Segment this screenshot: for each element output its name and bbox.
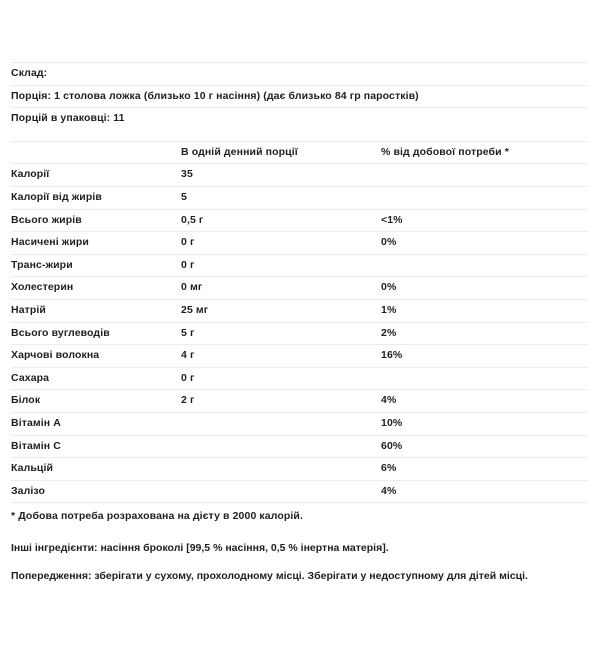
nutrition-table [11,62,588,529]
table-row [11,322,588,345]
nutrient-daily-value: 0% [381,236,397,249]
nutrient-amount: 4 г [181,349,195,362]
nutrient-name: Білок [11,394,41,407]
column-header-row [11,141,588,164]
nutrient-daily-value [381,254,588,277]
nutrient-daily-value: 16% [381,349,403,362]
column-header-amount-per-serving: В одній денний порції [181,145,298,158]
table-row [11,232,588,255]
nutrient-name: Вітамін C [11,439,61,452]
composition-row [11,63,588,86]
table-row [11,164,588,187]
nutrient-daily-value: 1% [381,303,397,316]
nutrient-amount: 0 мг [181,281,203,294]
column-header-nutrient [11,141,181,164]
nutrient-daily-value: 0% [381,281,397,294]
serving-size-text: Порція: 1 столова ложка (близько 10 г насіння) (дає близько 84 гр паростків) [11,89,419,102]
nutrient-daily-value: 4% [381,394,397,407]
nutrient-amount [181,458,381,481]
table-row [11,390,588,413]
nutrient-amount: 25 мг [181,303,209,316]
nutrient-daily-value [381,367,588,390]
nutrient-amount [181,435,381,458]
nutrient-name: Холестерин [11,281,74,294]
servings-per-container-text: Порцій в упаковці: 11 [11,112,125,125]
table-row [11,412,588,435]
nutrient-name: Вітамін A [11,416,61,429]
nutrient-daily-value [381,164,588,187]
table-row [11,435,588,458]
nutrient-amount: 0 г [181,258,195,271]
notes-section [11,542,588,582]
table-row [11,209,588,232]
nutrient-name: Сахара [11,371,50,384]
table-row [11,367,588,390]
nutrient-daily-value: 4% [381,484,397,497]
table-row [11,480,588,503]
nutrient-amount: 0 г [181,371,195,384]
nutrient-amount [181,412,381,435]
nutrient-amount: 2 г [181,394,195,407]
table-row [11,254,588,277]
table-row [11,277,588,300]
daily-value-footnote-row [11,503,588,530]
nutrient-name: Насичені жири [11,236,89,249]
table-row [11,299,588,322]
nutrition-table-body [11,63,588,530]
nutrient-amount: 5 г [181,326,195,339]
nutrition-panel [11,62,588,529]
nutrient-name: Кальцій [11,462,54,475]
composition-label: Склад: [11,67,48,79]
serving-size-row [11,85,588,108]
nutrient-daily-value: 6% [381,462,397,475]
daily-value-footnote: * Добова потреба розрахована на дієту в 2000 калорій. [11,510,303,523]
nutrition-facts-page [0,62,600,662]
other-ingredients-note: Інші інгредієнти: насіння броколі [99,5 % насіння, 0,5 % інертна матерія]. [11,542,389,555]
servings-per-container-row [11,108,588,131]
nutrient-name: Харчові волокна [11,349,100,362]
nutrient-daily-value: 2% [381,326,397,339]
nutrient-daily-value: <1% [381,213,403,226]
nutrient-name: Всього вуглеводів [11,326,110,339]
nutrient-name: Залізо [11,484,46,497]
nutrient-daily-value: 60% [381,439,403,452]
nutrient-name: Всього жирів [11,213,82,226]
nutrient-amount: 0 г [181,236,195,249]
nutrient-daily-value [381,186,588,209]
table-row [11,345,588,368]
nutrient-amount: 35 [181,168,193,181]
nutrient-amount: 0,5 г [181,213,204,226]
warning-note: Попередження: зберігати у сухому, прохолодному місці. Зберігати у недоступному для дітей місці. [11,569,528,582]
nutrient-amount [181,480,381,503]
nutrient-name: Транс-жири [11,258,73,271]
nutrient-amount: 5 [181,190,187,203]
nutrient-name: Калорії від жирів [11,190,102,203]
column-header-daily-value: % від добової потреби * [381,145,509,158]
table-row [11,458,588,481]
spacer-row [11,130,588,141]
nutrient-daily-value: 10% [381,416,403,429]
spacer-cell [11,130,588,141]
nutrient-name: Натрій [11,303,46,316]
nutrient-name: Калорії [11,168,50,181]
table-row [11,186,588,209]
